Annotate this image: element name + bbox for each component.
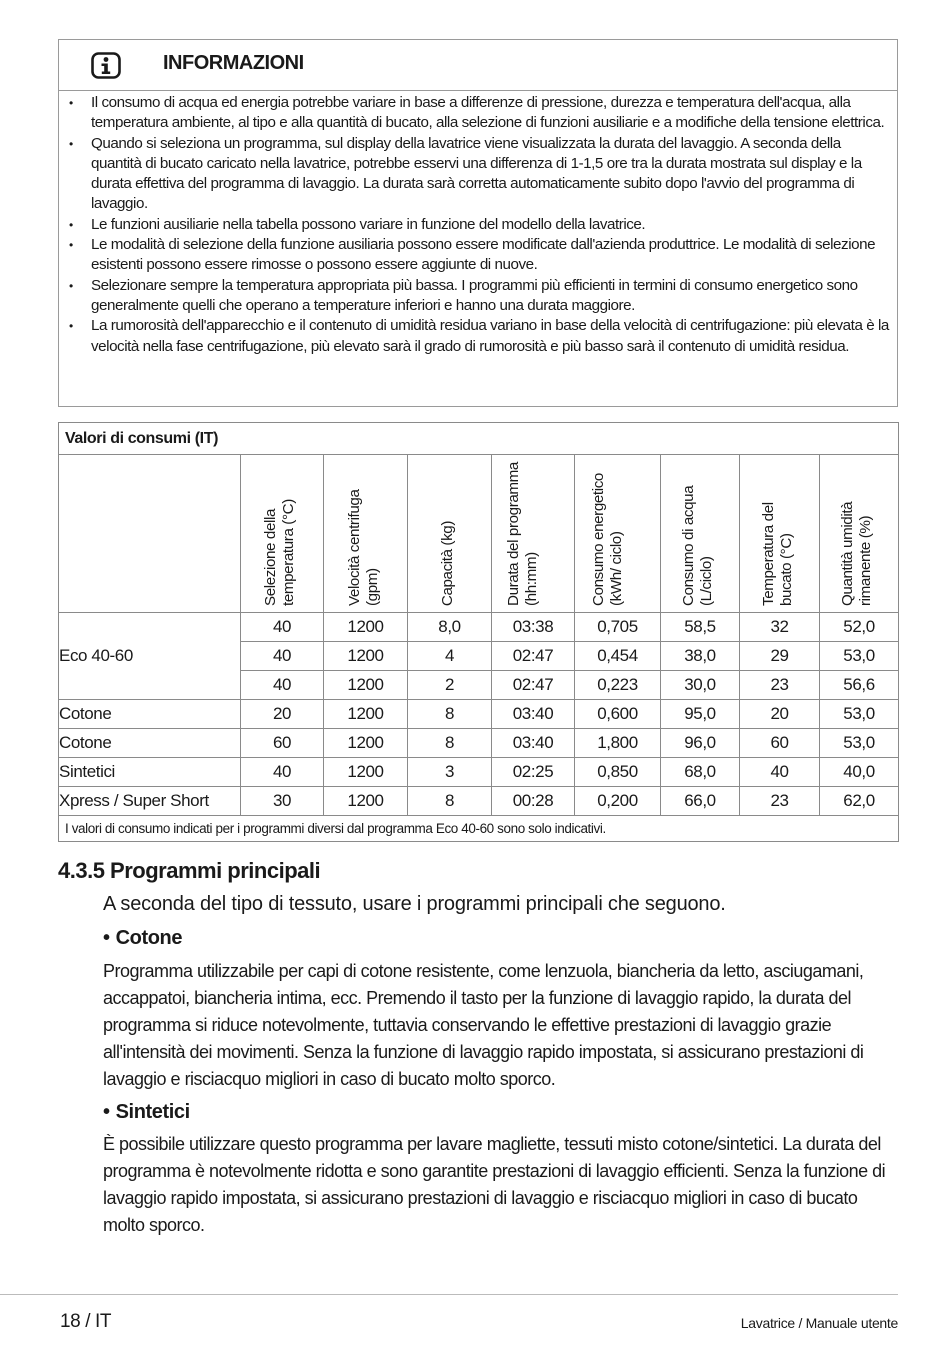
table-cell: 38,0 [661,642,740,671]
table-cell: 40 [241,758,324,787]
program-name: Cotone [59,729,241,758]
table-cell: 32 [740,613,820,642]
table-row [59,787,899,816]
info-item: • Le funzioni ausiliarie nella tabella possono variare in funzione del modello della lavatrice. [69,215,891,235]
table-row [59,700,899,729]
sintetici-description: È possibile utilizzare questo programma per lavare magliette, tessuti misto cotone/sintetici. La durata del programma è notevolmente ridotta e sono garantite prestazioni di lavaggio efficienti. Senza la funzione di lavaggio rapido impostata, si assicurano prestazioni di lavaggio e risciacquo migliori in caso di bucato molto sporco. [103,1134,886,1235]
header-cell: Velocità centrifuga (gpm) [324,455,408,613]
header-cell: Temperatura del bucato (°C) [740,455,820,613]
section-title: 4.3.5 Programmi principali [58,858,321,883]
header-cell: Consumo di acqua (L/ciclo) [661,455,740,613]
sintetici-heading [103,1101,190,1124]
table-cell: 0,600 [575,700,661,729]
table-cell: 62,0 [820,787,899,816]
page-number: 18 / IT [60,1311,112,1332]
info-box [58,39,898,407]
table-cell: 03:40 [492,729,575,758]
header-cell: Durata del programma (hh:mm) [492,455,575,613]
table-row [59,729,899,758]
table-cell: 03:40 [492,700,575,729]
program-name: Eco 40-60 [59,613,241,700]
table-cell: 03:38 [492,613,575,642]
table-cell: 30 [241,787,324,816]
info-title: INFORMAZIONI [163,52,304,74]
table-cell: 30,0 [661,671,740,700]
table-cell: 0,850 [575,758,661,787]
table-cell: 23 [740,671,820,700]
sintetici-title: Sintetici [115,1101,190,1123]
bullet-icon: • [103,927,110,949]
info-item: • Le modalità di selezione della funzione ausiliaria possono essere modificate dall'azienda produttrice. Le modalità di selezione esistenti possono essere rimosse o possono essere aggiunte di nuove. [69,235,891,276]
bullet-icon: • [103,1101,110,1123]
table-cell: 02:25 [492,758,575,787]
cotone-title: Cotone [115,927,183,949]
info-item: • La rumorosità dell'apparecchio e il contenuto di umidità residua variano in base della velocità di centrifugazione: più elevata è la velocità nella fase centrifugazione, più elevato sarà il grado di rumorosità e più basso sarà il contenuto di umidità residua. [69,316,891,357]
table-cell: 0,454 [575,642,661,671]
table-cell: 40 [241,613,324,642]
table-cell: 8 [408,700,492,729]
info-item: • Quando si seleziona un programma, sul display della lavatrice viene visualizzata la durata del lavaggio. A seconda della quantità di bucato caricato nella lavatrice, potrebbe esservi una differenza di 1-1,5 ore tra la durata mostrata sul display e la durata effettiva del programma di lavaggio. La durata sarà corretta automaticamente subito dopo l'avvio del programma di lavaggio. [69,134,891,215]
table-cell: 0,200 [575,787,661,816]
info-item: • Il consumo di acqua ed energia potrebbe variare in base a differenze di pressione, durezza e temperatura dell'acqua, alla temperatura ambiente, al tipo e alla quantità di bucato, alla selezione di funzioni ausiliarie e a modifiche della tensione elettrica. [69,93,891,134]
footer-divider [0,1294,898,1295]
table-cell: 66,0 [661,787,740,816]
table-cell: 4 [408,642,492,671]
section-intro: A seconda del tipo di tessuto, usare i programmi principali che seguono. [103,893,726,915]
header-empty [59,455,241,613]
table-cell: 02:47 [492,671,575,700]
table-cell: 8 [408,787,492,816]
table-cell: 58,5 [661,613,740,642]
table-cell: 40 [740,758,820,787]
table-cell: 1200 [324,758,408,787]
table-cell: 60 [241,729,324,758]
table-cell: 3 [408,758,492,787]
table-cell: 40 [241,671,324,700]
table-row [59,758,899,787]
table-cell: 1200 [324,642,408,671]
table-title: Valori di consumi (IT) [59,423,899,455]
info-item: • Selezionare sempre la temperatura appropriata più bassa. I programmi più efficienti in termini di consumo energetico sono generalmente quelli che operano a temperature inferiori e hanno una durata maggiore. [69,276,891,317]
table-cell: 53,0 [820,642,899,671]
table-row [59,613,899,642]
table-cell: 23 [740,787,820,816]
table-cell: 1200 [324,787,408,816]
info-header [59,40,897,91]
manual-title: Lavatrice / Manuale utente [740,1315,898,1331]
table-cell: 52,0 [820,613,899,642]
info-list [69,93,891,357]
consumption-table [58,422,899,842]
header-cell: Selezione della temperatura (°C) [241,455,324,613]
program-name: Xpress / Super Short [59,787,241,816]
table-cell: 1,800 [575,729,661,758]
table-cell: 29 [740,642,820,671]
table-cell: 53,0 [820,700,899,729]
table-cell: 40 [241,642,324,671]
header-cell: Quantità umidità rimanente (%) [820,455,899,613]
table-cell: 02:47 [492,642,575,671]
table-cell: 53,0 [820,729,899,758]
cotone-description: Programma utilizzabile per capi di cotone resistente, come lenzuola, biancheria da letto, asciugamani, accappatoi, biancheria intima, ecc. Premendo il tasto per la funzione di lavaggio rapido, la durata del programma si riduce notevolmente, tuttavia conservando le effettive prestazioni di lavaggio grazie all'intensità dei movimenti. Senza la funzione di lavaggio rapido impostata, si assicurano prestazioni di lavaggio e risciacquo migliori in caso di bucato molto sporco. [103,961,864,1089]
table-cell: 40,0 [820,758,899,787]
table-header-row [59,455,899,613]
table-cell: 60 [740,729,820,758]
program-name: Cotone [59,700,241,729]
table-cell: 68,0 [661,758,740,787]
table-cell: 8,0 [408,613,492,642]
table-cell: 95,0 [661,700,740,729]
table-cell: 96,0 [661,729,740,758]
table-cell: 0,705 [575,613,661,642]
table-note: I valori di consumo indicati per i programmi diversi dal programma Eco 40-60 sono solo indicativi. [59,816,899,842]
cotone-heading [103,927,182,950]
header-cell: Capacità (kg) [408,455,492,613]
table-cell: 00:28 [492,787,575,816]
table-cell: 20 [740,700,820,729]
table-cell: 1200 [324,613,408,642]
table-cell: 2 [408,671,492,700]
table-cell: 20 [241,700,324,729]
table-cell: 1200 [324,729,408,758]
info-icon [91,52,121,79]
table-cell: 56,6 [820,671,899,700]
header-cell: Consumo energetico (kWh/ ciclo) [575,455,661,613]
table-cell: 1200 [324,700,408,729]
table-cell: 0,223 [575,671,661,700]
program-name: Sintetici [59,758,241,787]
table-cell: 8 [408,729,492,758]
table-cell: 1200 [324,671,408,700]
